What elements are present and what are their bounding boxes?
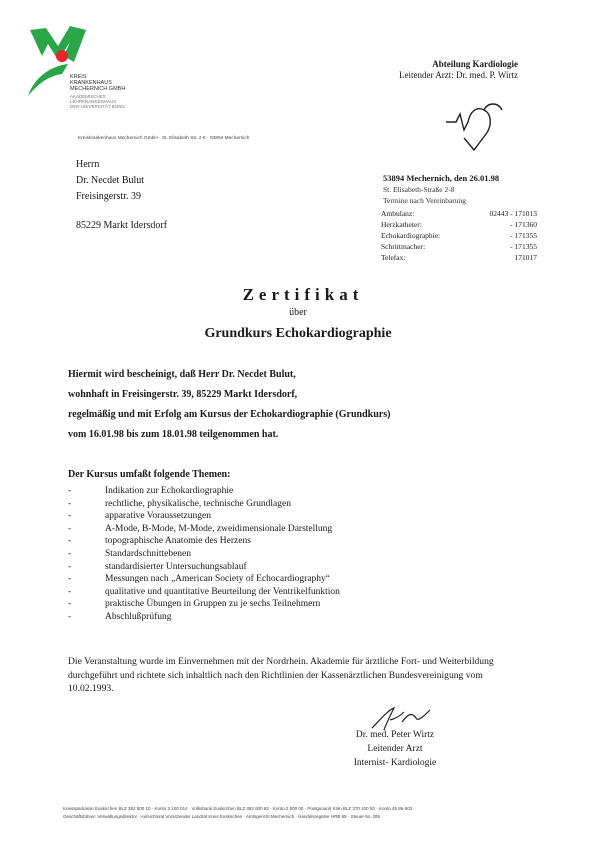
- bullet: -: [68, 486, 72, 496]
- heart-ecg-icon: [444, 92, 506, 159]
- place-date: 53894 Mechernich, den 26.01.98: [383, 173, 500, 183]
- recipient-street: Freisingerstr. 39: [76, 191, 141, 202]
- bullet: -: [68, 599, 72, 610]
- bullet: -: [68, 574, 72, 585]
- signatory-specialty: Internist- Kardiologie: [353, 758, 437, 768]
- contact-row: [381, 241, 537, 252]
- info-street: St. Elisabeth-Straße 2-8: [383, 185, 455, 194]
- contact-label: Herzkatheter:: [381, 220, 422, 229]
- recipient-name: Dr. Necdet Bulut: [76, 175, 145, 186]
- contact-row: [381, 219, 537, 230]
- topic-text: Abschlußprüfung: [105, 611, 172, 622]
- logo-caption-line: KREIS: [70, 74, 87, 80]
- sender-line: Kreiskrankenhaus Mechernich GmbH · St. Elisabeth Str. 2-8 · 53894 Mechernich: [78, 136, 250, 141]
- statement-line: wohnhaft in Freisingerstr. 39, 85229 Markt Idersdorf,: [68, 389, 298, 400]
- topic-text: rechtliche, physikalische, technische Grundlagen: [105, 498, 291, 509]
- logo-subtitle: [70, 94, 125, 109]
- signatory-role: Leitender Arzt: [367, 744, 423, 754]
- bullet: -: [68, 548, 72, 559]
- closing-paragraph: Die Veranstaltung wurde im Einvernehmen mit der Nordrhein. Akademie für ärztliche Fort- und Weiterbildung durchgeführt und richtete sich inhaltlich nach den Richtlinien der Kassenärztlichen Bundesvereinigung vom 10.02.1993.: [68, 656, 494, 694]
- department-header: [399, 59, 518, 81]
- contact-row: [381, 230, 537, 241]
- bullet: -: [68, 536, 72, 547]
- topics-heading: Der Kursus umfaßt folgende Themen:: [68, 469, 231, 480]
- statement-line: regelmäßig und mit Erfolg am Kursus der Echokardiographie (Grundkurs): [68, 409, 391, 420]
- contact-label: Schrittmacher:: [381, 242, 426, 251]
- topic-text: Indikation zur Echokardiographie: [105, 486, 234, 496]
- info-appointments: Termine nach Vereinbarung: [383, 196, 467, 205]
- topic-text: apparative Voraussetzungen: [105, 511, 211, 522]
- logo-subtitle-line: DER UNIVERSITÄT BONN: [70, 104, 125, 109]
- bullet: -: [68, 523, 72, 534]
- certificate-over: über: [289, 307, 307, 318]
- contact-value: - 171355: [510, 242, 537, 251]
- contact-label: Echokardiographie:: [381, 231, 441, 240]
- statement-line: Hiermit wird bescheinigt, daß Herr Dr. Necdet Bulut,: [68, 369, 296, 380]
- contact-value: 171017: [514, 253, 537, 262]
- recipient-address: [76, 157, 144, 205]
- department-name: Abteilung Kardiologie: [432, 59, 518, 69]
- certificate-statement: [68, 365, 390, 445]
- footer-bank-line: Kreissparkasse Euskirchen BLZ 382 500 10 · Konto 3 100 014 · Volksbank Euskirchen BLZ 382 600 82 · Konto 2 000 00 · Postgiroamt Köln BLZ 370 100 50 · Konto 45 86-503: [63, 806, 413, 811]
- contact-value: 02443 - 171013: [489, 209, 537, 218]
- signatory-name: Dr. med. Peter Wirtz: [355, 730, 435, 740]
- bullet: -: [68, 498, 72, 509]
- logo-subtitle-line: LEHRKRANKENHAUS: [70, 99, 117, 104]
- statement-line: vom 16.01.98 bis zum 18.01.98 teilgenommen hat.: [68, 429, 279, 440]
- bullet: -: [68, 611, 72, 622]
- topic-text: topographische Anatomie des Herzens: [105, 536, 251, 547]
- bullet: -: [68, 511, 72, 522]
- department-head: Leitender Arzt: Dr. med. P. Wirtz: [399, 70, 518, 80]
- contact-value: - 171360: [510, 220, 537, 229]
- recipient-city: 85229 Markt Idersdorf: [76, 220, 168, 231]
- topic-text: praktische Übungen in Gruppen zu je sechs Teilnehmern: [105, 599, 321, 610]
- logo-caption: [70, 74, 125, 92]
- footer-legal-line: Geschäftsführer: Verwaltungsdirektor · Aufsichtsrat Vorsitzender Landrat Kreis Euskirchen · Amtsgericht Mechernich · Handelsregister HRB 65 · Steuer-Nr. 209: [63, 814, 380, 819]
- contact-label: Ambulanz:: [381, 209, 415, 218]
- contact-label: Telefax:: [381, 253, 406, 262]
- contact-numbers: [381, 208, 537, 263]
- logo-subtitle-line: AKADEMISCHES: [70, 94, 106, 99]
- contact-row: [381, 252, 537, 263]
- topic-text: qualitative und quantitative Beurteilung der Ventrikelfunktion: [105, 586, 340, 597]
- topic-text: Standardschnittebenen: [105, 548, 192, 559]
- topic-text: Messungen nach „American Society of Echocardiography“: [105, 574, 331, 585]
- bullet: -: [68, 586, 72, 597]
- contact-row: [381, 208, 537, 219]
- recipient-salutation: Herrn: [76, 159, 100, 170]
- topic-text: standardisierter Untersuchungsablauf: [105, 561, 247, 572]
- course-title: Grundkurs Echokardiographie: [204, 326, 392, 341]
- certificate-title: Zertifikat: [242, 285, 364, 304]
- logo-caption-line: MECHERNICH GMBH: [70, 86, 126, 92]
- topic-text: A-Mode, B-Mode, M-Mode, zweidimensionale Darstellung: [105, 523, 333, 534]
- bullet: -: [68, 561, 72, 572]
- contact-value: - 171355: [510, 231, 537, 240]
- logo-caption-line: KRANKENHAUS: [70, 80, 112, 86]
